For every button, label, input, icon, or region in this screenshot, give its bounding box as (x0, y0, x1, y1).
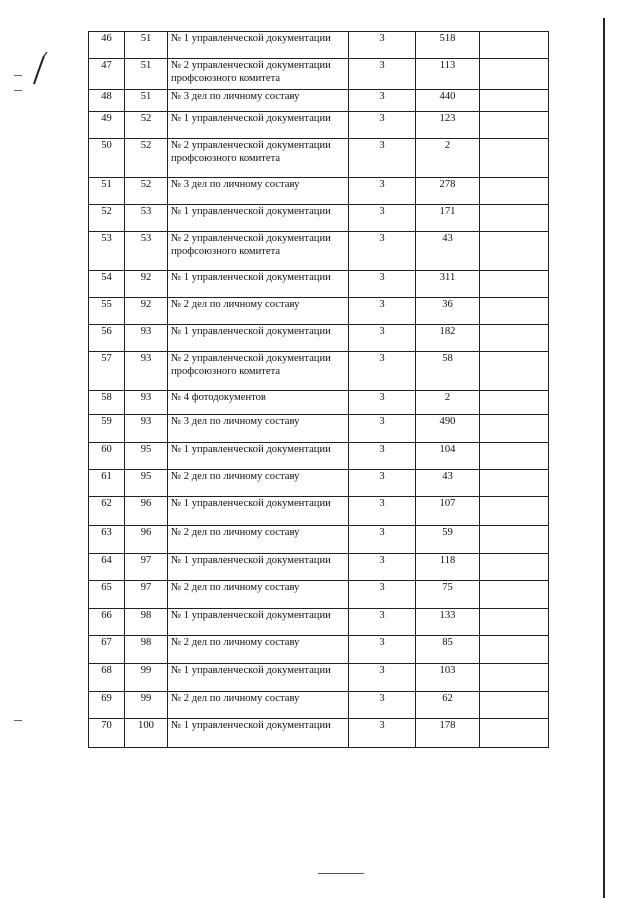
notes-cell (480, 581, 549, 609)
inventory-name-cell: № 1 управленческой документации (168, 443, 349, 470)
notes-cell (480, 664, 549, 692)
category-cell: 3 (349, 271, 416, 298)
item-count-cell: 518 (416, 32, 480, 59)
table-row (89, 352, 549, 391)
item-count-cell: 104 (416, 443, 480, 470)
table-row (89, 232, 549, 271)
table-row (89, 719, 549, 748)
table-row (89, 298, 549, 325)
row-number-cell: 59 (89, 415, 125, 443)
item-count-cell: 62 (416, 692, 480, 719)
notes-cell (480, 470, 549, 497)
row-number-cell: 55 (89, 298, 125, 325)
row-number-cell: 52 (89, 205, 125, 232)
item-count-cell: 107 (416, 497, 480, 526)
category-cell: 3 (349, 139, 416, 178)
inventory-name-cell: № 2 дел по личному составу (168, 298, 349, 325)
fund-number-cell: 93 (125, 352, 168, 391)
table-row (89, 32, 549, 59)
notes-cell (480, 636, 549, 664)
row-number-cell: 51 (89, 178, 125, 205)
fund-number-cell: 97 (125, 581, 168, 609)
row-number-cell: 49 (89, 112, 125, 139)
row-number-cell: 56 (89, 325, 125, 352)
fund-number-cell: 52 (125, 139, 168, 178)
fund-number-cell: 51 (125, 32, 168, 59)
row-number-cell: 58 (89, 391, 125, 415)
category-cell: 3 (349, 497, 416, 526)
inventory-name-cell: № 2 дел по личному составу (168, 526, 349, 554)
fund-number-cell: 95 (125, 470, 168, 497)
notes-cell (480, 178, 549, 205)
row-number-cell: 54 (89, 271, 125, 298)
item-count-cell: 36 (416, 298, 480, 325)
item-count-cell: 85 (416, 636, 480, 664)
inventory-name-cell: № 2 управленческой документации профсоюзного комитета (168, 352, 349, 391)
fund-number-cell: 98 (125, 636, 168, 664)
category-cell: 3 (349, 391, 416, 415)
item-count-cell: 2 (416, 391, 480, 415)
row-number-cell: 62 (89, 497, 125, 526)
notes-cell (480, 526, 549, 554)
fund-number-cell: 93 (125, 415, 168, 443)
notes-cell (480, 609, 549, 636)
category-cell: 3 (349, 526, 416, 554)
item-count-cell: 118 (416, 554, 480, 581)
inventory-name-cell: № 3 дел по личному составу (168, 415, 349, 443)
inventory-name-cell: № 2 дел по личному составу (168, 581, 349, 609)
inventory-name-cell: № 1 управленческой документации (168, 554, 349, 581)
notes-cell (480, 692, 549, 719)
item-count-cell: 58 (416, 352, 480, 391)
item-count-cell: 440 (416, 90, 480, 112)
table-row (89, 139, 549, 178)
row-number-cell: 50 (89, 139, 125, 178)
table-row (89, 205, 549, 232)
inventory-name-cell: № 2 управленческой документации профсоюзного комитета (168, 232, 349, 271)
table-row (89, 112, 549, 139)
inventory-name-cell: № 1 управленческой документации (168, 719, 349, 748)
category-cell: 3 (349, 415, 416, 443)
row-number-cell: 67 (89, 636, 125, 664)
category-cell: 3 (349, 636, 416, 664)
category-cell: 3 (349, 178, 416, 205)
scan-tick-mark (14, 90, 22, 91)
row-number-cell: 57 (89, 352, 125, 391)
table-row (89, 664, 549, 692)
row-number-cell: 66 (89, 609, 125, 636)
item-count-cell: 59 (416, 526, 480, 554)
inventory-name-cell: № 1 управленческой документации (168, 497, 349, 526)
scan-smudge (318, 873, 364, 874)
category-cell: 3 (349, 32, 416, 59)
notes-cell (480, 719, 549, 748)
table-row (89, 636, 549, 664)
category-cell: 3 (349, 298, 416, 325)
row-number-cell: 63 (89, 526, 125, 554)
row-number-cell: 46 (89, 32, 125, 59)
category-cell: 3 (349, 664, 416, 692)
inventory-name-cell: № 3 дел по личному составу (168, 90, 349, 112)
notes-cell (480, 391, 549, 415)
inventory-name-cell: № 4 фотодокументов (168, 391, 349, 415)
item-count-cell: 113 (416, 59, 480, 90)
item-count-cell: 43 (416, 470, 480, 497)
notes-cell (480, 59, 549, 90)
fund-number-cell: 98 (125, 609, 168, 636)
notes-cell (480, 415, 549, 443)
fund-number-cell: 96 (125, 497, 168, 526)
table-row (89, 415, 549, 443)
fund-number-cell: 52 (125, 112, 168, 139)
inventory-name-cell: № 2 дел по личному составу (168, 470, 349, 497)
scan-tick-mark (14, 75, 22, 76)
table-row (89, 391, 549, 415)
inventory-name-cell: № 2 дел по личному составу (168, 692, 349, 719)
records-table (88, 31, 549, 748)
inventory-name-cell: № 1 управленческой документации (168, 271, 349, 298)
table-row (89, 90, 549, 112)
row-number-cell: 61 (89, 470, 125, 497)
category-cell: 3 (349, 352, 416, 391)
table-row (89, 581, 549, 609)
notes-cell (480, 554, 549, 581)
row-number-cell: 64 (89, 554, 125, 581)
item-count-cell: 2 (416, 139, 480, 178)
table-row (89, 59, 549, 90)
notes-cell (480, 90, 549, 112)
notes-cell (480, 497, 549, 526)
scan-edge-line (603, 18, 605, 898)
inventory-name-cell: № 1 управленческой документации (168, 664, 349, 692)
item-count-cell: 182 (416, 325, 480, 352)
notes-cell (480, 139, 549, 178)
item-count-cell: 278 (416, 178, 480, 205)
fund-number-cell: 51 (125, 90, 168, 112)
category-cell: 3 (349, 554, 416, 581)
row-number-cell: 60 (89, 443, 125, 470)
category-cell: 3 (349, 470, 416, 497)
item-count-cell: 133 (416, 609, 480, 636)
fund-number-cell: 93 (125, 391, 168, 415)
inventory-name-cell: № 2 управленческой документации профсоюзного комитета (168, 139, 349, 178)
row-number-cell: 68 (89, 664, 125, 692)
item-count-cell: 103 (416, 664, 480, 692)
fund-number-cell: 99 (125, 664, 168, 692)
fund-number-cell: 53 (125, 205, 168, 232)
category-cell: 3 (349, 90, 416, 112)
pen-mark-icon (30, 50, 50, 90)
table-row (89, 271, 549, 298)
item-count-cell: 123 (416, 112, 480, 139)
notes-cell (480, 325, 549, 352)
row-number-cell: 69 (89, 692, 125, 719)
item-count-cell: 75 (416, 581, 480, 609)
item-count-cell: 178 (416, 719, 480, 748)
table-row (89, 325, 549, 352)
scan-tick-mark (14, 720, 22, 721)
fund-number-cell: 96 (125, 526, 168, 554)
table-row (89, 692, 549, 719)
inventory-name-cell: № 1 управленческой документации (168, 112, 349, 139)
records-table-body (89, 32, 549, 748)
inventory-name-cell: № 1 управленческой документации (168, 205, 349, 232)
inventory-name-cell: № 2 управленческой документации профсоюзного комитета (168, 59, 349, 90)
notes-cell (480, 232, 549, 271)
item-count-cell: 311 (416, 271, 480, 298)
category-cell: 3 (349, 205, 416, 232)
category-cell: 3 (349, 232, 416, 271)
category-cell: 3 (349, 59, 416, 90)
fund-number-cell: 52 (125, 178, 168, 205)
row-number-cell: 47 (89, 59, 125, 90)
category-cell: 3 (349, 325, 416, 352)
fund-number-cell: 99 (125, 692, 168, 719)
fund-number-cell: 97 (125, 554, 168, 581)
category-cell: 3 (349, 609, 416, 636)
notes-cell (480, 443, 549, 470)
row-number-cell: 48 (89, 90, 125, 112)
table-row (89, 526, 549, 554)
fund-number-cell: 93 (125, 325, 168, 352)
item-count-cell: 490 (416, 415, 480, 443)
category-cell: 3 (349, 581, 416, 609)
row-number-cell: 53 (89, 232, 125, 271)
table-row (89, 609, 549, 636)
item-count-cell: 171 (416, 205, 480, 232)
fund-number-cell: 95 (125, 443, 168, 470)
inventory-name-cell: № 2 дел по личному составу (168, 636, 349, 664)
item-count-cell: 43 (416, 232, 480, 271)
row-number-cell: 65 (89, 581, 125, 609)
fund-number-cell: 100 (125, 719, 168, 748)
table-row (89, 470, 549, 497)
fund-number-cell: 92 (125, 298, 168, 325)
category-cell: 3 (349, 692, 416, 719)
inventory-name-cell: № 3 дел по личному составу (168, 178, 349, 205)
category-cell: 3 (349, 443, 416, 470)
notes-cell (480, 298, 549, 325)
notes-cell (480, 32, 549, 59)
row-number-cell: 70 (89, 719, 125, 748)
notes-cell (480, 112, 549, 139)
notes-cell (480, 352, 549, 391)
table-row (89, 497, 549, 526)
inventory-name-cell: № 1 управленческой документации (168, 609, 349, 636)
inventory-name-cell: № 1 управленческой документации (168, 325, 349, 352)
fund-number-cell: 53 (125, 232, 168, 271)
table-row (89, 178, 549, 205)
fund-number-cell: 51 (125, 59, 168, 90)
table-row (89, 554, 549, 581)
category-cell: 3 (349, 112, 416, 139)
inventory-name-cell: № 1 управленческой документации (168, 32, 349, 59)
category-cell: 3 (349, 719, 416, 748)
notes-cell (480, 271, 549, 298)
fund-number-cell: 92 (125, 271, 168, 298)
notes-cell (480, 205, 549, 232)
table-row (89, 443, 549, 470)
